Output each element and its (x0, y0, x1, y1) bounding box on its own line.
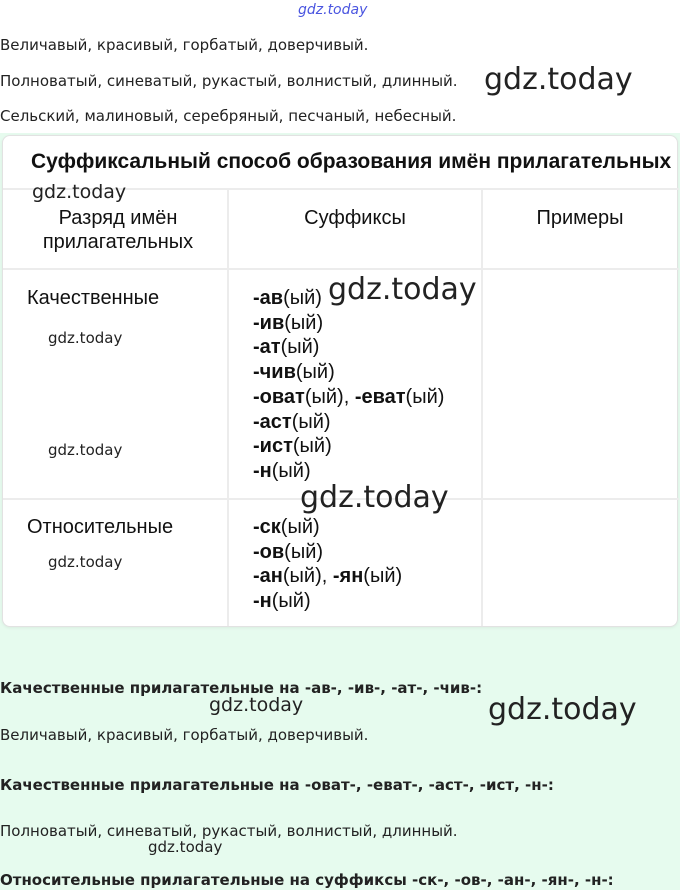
suffix-item: -н(ый) (253, 459, 311, 482)
divider (227, 188, 229, 626)
header-examples: Примеры (536, 207, 624, 229)
suffix-item: -оват(ый), -еват(ый) (253, 385, 445, 408)
watermark: gdz.today (298, 2, 368, 18)
suffix-item: -ив(ый) (253, 311, 324, 334)
answer-text-1: Величавый, красивый, горбатый, доверчивый. (0, 726, 369, 744)
divider (481, 188, 483, 626)
suffix-item: -ав(ый) (253, 287, 322, 309)
suffix-item: -ск(ый) (253, 516, 320, 538)
intro-line-2: Полноватый, синеватый, рукастый, волнистый, длинный. (0, 72, 458, 90)
suffix-item: -н(ый) (253, 590, 311, 613)
watermark: gdz.today (488, 692, 637, 727)
intro-line-3: Сельский, малиновый, серебряный, песчаный, небесный. (0, 107, 457, 125)
watermark: gdz.today (209, 694, 304, 716)
suffix-list-qualitative (253, 286, 444, 484)
watermark: gdz.today (48, 329, 123, 347)
category-relative: Относительные (27, 516, 174, 538)
watermark: gdz.today (48, 441, 123, 459)
category-qualitative: Качественные (27, 287, 160, 309)
watermark: gdz.today (48, 553, 123, 571)
answer-heading-3: Относительные прилагательные на суффиксы -ск-, -ов-, -ан-, -ян-, -н-: (0, 871, 614, 889)
watermark: gdz.today (300, 480, 449, 515)
suffix-item: -ат(ый) (253, 336, 320, 359)
watermark: gdz.today (328, 272, 477, 307)
suffix-item: -ист(ый) (253, 435, 332, 458)
intro-line-1: Величавый, красивый, горбатый, доверчивый. (0, 36, 369, 54)
watermark: gdz.today (32, 181, 127, 203)
header-category: Разряд имён прилагательных (42, 207, 194, 253)
table-title: Суффиксальный способ образования имён прилагательных (31, 150, 672, 173)
answer-text-2: Полноватый, синеватый, рукастый, волнистый, длинный. (0, 822, 458, 840)
suffix-item: -чив(ый) (253, 361, 335, 384)
divider (3, 268, 679, 270)
answer-heading-1: Качественные прилагательные на -ав-, -ив-, -ат-, -чив-: (0, 679, 483, 697)
suffix-list-relative (253, 515, 402, 614)
answer-heading-2: Качественные прилагательные на -оват-, -еват-, -аст-, -ист, -н-: (0, 776, 554, 794)
header-suffixes: Суффиксы (304, 207, 406, 229)
suffix-item: -аст(ый) (253, 410, 331, 433)
suffix-item: -ов(ый) (253, 540, 324, 563)
suffix-item: -ан(ый), -ян(ый) (253, 565, 403, 588)
watermark: gdz.today (148, 838, 223, 856)
watermark: gdz.today (484, 62, 633, 97)
